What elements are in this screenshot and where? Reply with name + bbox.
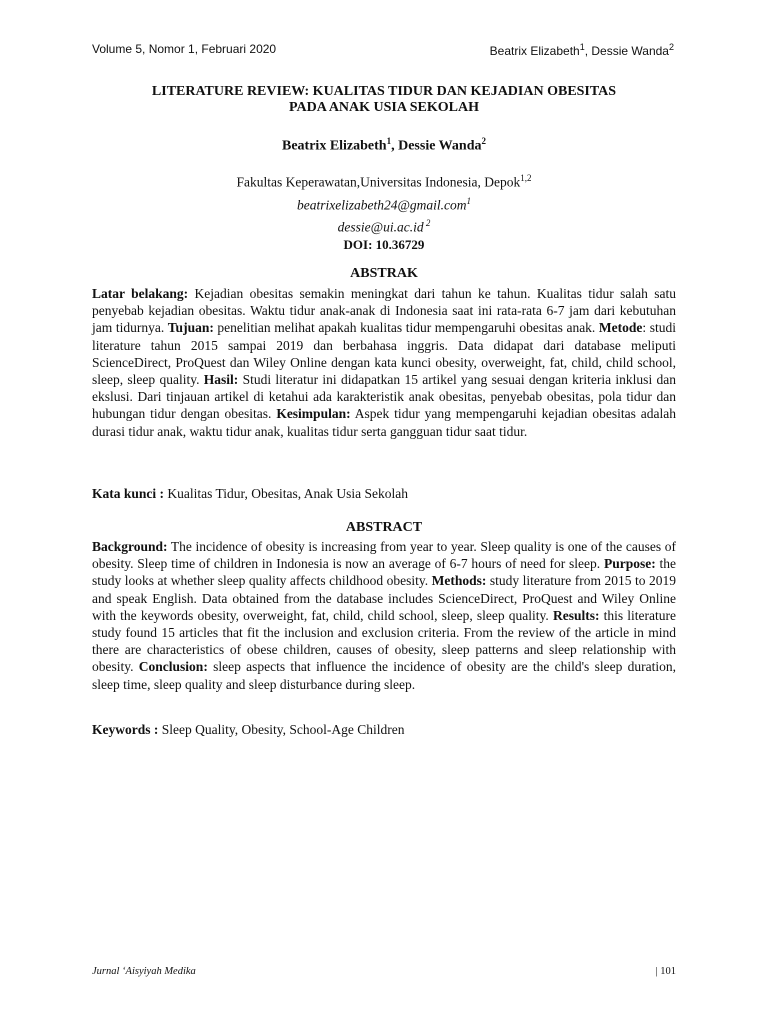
footer-journal-name: Jurnal ‘Aisyiyah Medika: [92, 966, 196, 977]
label-hasil: Hasil:: [203, 372, 239, 388]
text-results: this literature study found 15 articles that fit the inclusion and exclusion criteria. From the review of the article in mind there are characteristics of obese children, causes of obesity, sleep patterns and sleep relationship with obesity.: [92, 607, 676, 675]
affiliation: [92, 169, 676, 192]
label-latar-belakang: Latar belakang:: [92, 286, 189, 301]
label-kesimpulan: Kesimpulan:: [276, 406, 351, 422]
header-author-2: , Dessie Wanda: [584, 44, 669, 58]
label-conclusion: Conclusion:: [138, 659, 208, 675]
affiliation-sup: 1,2: [520, 173, 532, 183]
running-header-volume: Volume 5, Nomor 1, Februari 2020: [92, 42, 277, 56]
text-latar-belakang: Kejadian obesitas semakin meningkat dari tahun ke tahun. Kualitas tidur salah satu penyebab kejadian obesitas. Waktu tidur anak-anak di Indonesia saat ini rata-rata 6-7 jam dari kebutuhan jam tidurnya.: [92, 286, 676, 336]
kata-kunci-text: Kualitas Tidur, Obesitas, Anak Usia Sekolah: [164, 486, 408, 501]
author-2: , Dessie Wanda: [391, 138, 482, 154]
label-results: Results:: [552, 607, 600, 623]
author-1: Beatrix Elizabeth: [282, 138, 387, 154]
title-line-1: LITERATURE REVIEW: KUALITAS TIDUR DAN KEJADIAN OBESITAS: [151, 84, 617, 99]
kata-kunci: [92, 486, 676, 502]
email-2[interactable]: [92, 214, 676, 237]
email-2-text[interactable]: dessie@ui.ac.id: [337, 219, 424, 235]
author-1-sup: 1: [386, 136, 392, 146]
affiliation-text: Fakultas Keperawatan,Universitas Indonesia, Depok: [236, 174, 521, 190]
text-methods: study literature from 2015 to 2019 and speak English. Data obtained from the database includes ScienceDirect, ProQuest and Wiley Online with the keywords obesity, overweight, fat, child, child school, sleep, sleep quality.: [92, 573, 676, 623]
keywords: [92, 722, 676, 738]
email-2-sup: 2: [423, 218, 431, 228]
affiliation-block: [92, 169, 676, 237]
abstract-heading: ABSTRACT: [345, 520, 423, 535]
text-conclusion: sleep aspects that influence the incidence of obesity are the child's sleep duration, sleep time, sleep quality and sleep disturbance during sleep.: [92, 659, 676, 692]
header-sup-2: 2: [668, 42, 674, 52]
kata-kunci-label: Kata kunci :: [92, 486, 165, 501]
email-1-sup: 1: [466, 195, 471, 206]
label-purpose: Purpose:: [603, 556, 656, 572]
text-kesimpulan: Aspek tidur yang mempengaruhi kejadian obesitas adalah durasi tidur anak, waktu tidur anak, kualitas tidur serta gangguan tidur saat tidur.: [92, 406, 676, 439]
header-sup-1: 1: [579, 42, 585, 52]
keywords-text: Sleep Quality, Obesity, School-Age Children: [158, 722, 405, 737]
text-background: The incidence of obesity is increasing from year to year. Sleep quality is one of the causes of obesity. Sleep time of children in Indonesia is now an average of 6-7 hours of need for sleep.: [92, 539, 676, 572]
author-2-sup: 2: [481, 136, 486, 146]
label-metode: Metode: [598, 320, 643, 336]
label-methods: Methods:: [431, 573, 487, 589]
abstrak-heading: ABSTRAK: [350, 266, 418, 281]
email-1[interactable]: [92, 192, 676, 215]
running-header-authors: [490, 42, 674, 58]
text-tujuan: penelitian melihat apakah kualitas tidur mempengaruhi obesitas anak.: [213, 320, 599, 336]
author-list: [92, 136, 676, 155]
abstract-body: [92, 538, 676, 693]
email-1-text[interactable]: beatrixelizabeth24@gmail.com: [296, 197, 467, 212]
text-purpose: the study looks at whether sleep quality affects childhood obesity.: [92, 556, 676, 589]
header-author-1: Beatrix Elizabeth: [489, 44, 580, 58]
paper-title: [92, 84, 676, 116]
label-tujuan: Tujuan:: [167, 320, 214, 336]
keywords-label: Keywords :: [92, 722, 159, 737]
text-metode: : studi literature tahun 2015 sampai 2019 dan berbahasa inggris. Data didapat dari database meliputi ScienceDirect, ProQuest dan Wiley Online dengan kata kunci obesity, overweight, fat, child, child school, sleep, sleep quality.: [92, 320, 676, 388]
title-line-2: PADA ANAK USIA SEKOLAH: [289, 100, 479, 115]
footer-page-number: | 101: [655, 966, 676, 977]
text-hasil: Studi literatur ini didapatkan 15 artikel yang sesuai dengan kriteria inklusi dan ekslusi. Dari tinjauan artikel di ketahui ada karakteristik anak obesitas, penyebab obesitas, pola tidur dan hubungan tidur dengan obesitas.: [92, 372, 676, 422]
label-background: Background:: [92, 539, 168, 554]
abstrak-body: [92, 285, 676, 440]
doi: DOI: 10.36729: [343, 237, 425, 252]
